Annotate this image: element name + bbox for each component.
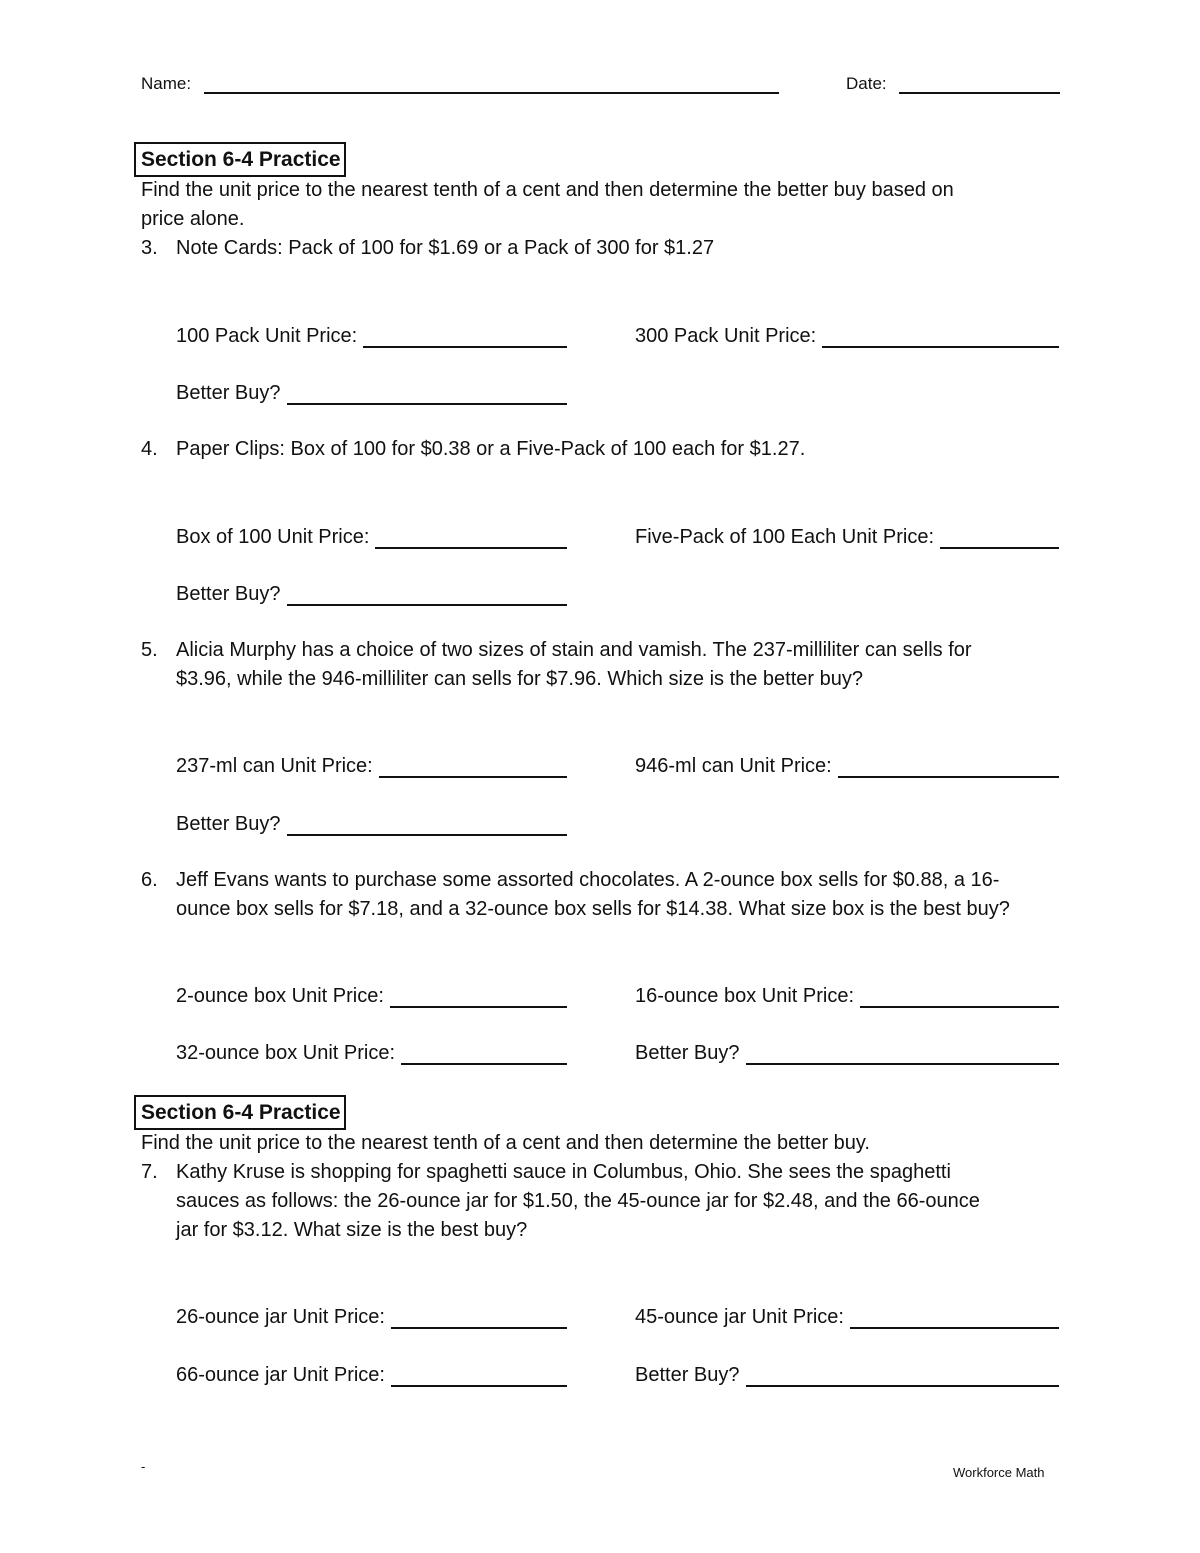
field-label: Better Buy? <box>176 583 281 605</box>
field-label: 16-ounce box Unit Price: <box>635 985 855 1007</box>
answer-line <box>838 758 1059 778</box>
answer-line <box>746 1367 1059 1387</box>
name-underline <box>204 92 779 94</box>
answer-line <box>287 816 567 836</box>
answer-line <box>379 758 567 778</box>
q3-300-pack-unit-price-field[interactable] <box>635 322 1059 348</box>
section-title: Section 6-4 Practice <box>134 142 346 177</box>
q7-66oz-unit-price-field[interactable] <box>176 1361 567 1387</box>
q3-100-pack-unit-price-field[interactable] <box>176 322 567 348</box>
answer-line <box>391 1367 567 1387</box>
answer-line <box>390 988 567 1008</box>
question-number: 6. <box>141 869 158 891</box>
question-5-line-2: $3.96, while the 946-milliliter can sells for $7.96. Which size is the better buy? <box>176 668 864 690</box>
question-5-line-1: Alicia Murphy has a choice of two sizes of stain and vamish. The 237-milliliter can sells for <box>176 639 972 661</box>
name-field[interactable] <box>141 74 779 98</box>
field-label: Box of 100 Unit Price: <box>176 526 370 548</box>
field-label: 2-ounce box Unit Price: <box>176 985 384 1007</box>
question-number: 3. <box>141 237 158 259</box>
answer-line <box>391 1309 567 1329</box>
question-7-line-2: sauces as follows: the 26-ounce jar for $1.50, the 45-ounce jar for $2.48, and the 66-ounce <box>176 1190 980 1212</box>
date-underline <box>899 92 1060 94</box>
question-7-line-3: jar for $3.12. What size is the best buy? <box>176 1219 528 1241</box>
answer-line <box>375 529 567 549</box>
answer-line <box>363 328 567 348</box>
question-4-text: Paper Clips: Box of 100 for $0.38 or a Five-Pack of 100 each for $1.27. <box>176 438 806 460</box>
answer-line <box>401 1045 567 1065</box>
q5-237ml-unit-price-field[interactable] <box>176 752 567 778</box>
date-label: Date: <box>846 74 887 93</box>
q7-better-buy-field[interactable] <box>635 1361 1059 1387</box>
answer-line <box>940 529 1059 549</box>
instructions-line: Find the unit price to the nearest tenth of a cent and then determine the better buy. <box>141 1132 870 1154</box>
field-label: 100 Pack Unit Price: <box>176 325 358 347</box>
answer-line <box>287 385 567 405</box>
q7-45oz-unit-price-field[interactable] <box>635 1303 1059 1329</box>
question-3-text: Note Cards: Pack of 100 for $1.69 or a Pack of 300 for $1.27 <box>176 237 715 259</box>
answer-line <box>860 988 1059 1008</box>
q6-32oz-unit-price-field[interactable] <box>176 1039 567 1065</box>
field-label: 946-ml can Unit Price: <box>635 755 832 777</box>
answer-line <box>822 328 1059 348</box>
q6-2oz-unit-price-field[interactable] <box>176 982 567 1008</box>
field-label: 237-ml can Unit Price: <box>176 755 373 777</box>
q4-better-buy-field[interactable] <box>176 580 567 606</box>
date-field[interactable] <box>846 74 1060 98</box>
field-label: Better Buy? <box>176 382 281 404</box>
field-label: 45-ounce jar Unit Price: <box>635 1306 844 1328</box>
q4-five-pack-unit-price-field[interactable] <box>635 523 1059 549</box>
field-label: Better Buy? <box>176 813 281 835</box>
field-label: 300 Pack Unit Price: <box>635 325 817 347</box>
field-label: 66-ounce jar Unit Price: <box>176 1364 385 1386</box>
q6-16oz-unit-price-field[interactable] <box>635 982 1059 1008</box>
field-label: Better Buy? <box>635 1042 740 1064</box>
question-number: 7. <box>141 1161 158 1183</box>
field-label: 32-ounce box Unit Price: <box>176 1042 396 1064</box>
name-label: Name: <box>141 74 192 93</box>
footer-course-name: Workforce Math <box>953 1465 1045 1480</box>
question-number: 4. <box>141 438 158 460</box>
instructions-line-2: price alone. <box>141 208 245 230</box>
question-7-line-1: Kathy Kruse is shopping for spaghetti sauce in Columbus, Ohio. She sees the spaghetti <box>176 1161 951 1183</box>
answer-line <box>746 1045 1059 1065</box>
question-6-line-1: Jeff Evans wants to purchase some assorted chocolates. A 2-ounce box sells for $0.88, a 16- <box>176 869 1000 891</box>
field-label: Five-Pack of 100 Each Unit Price: <box>635 526 935 548</box>
q6-better-buy-field[interactable] <box>635 1039 1059 1065</box>
field-label: 26-ounce jar Unit Price: <box>176 1306 385 1328</box>
q4-box-unit-price-field[interactable] <box>176 523 567 549</box>
footer-left-mark: - <box>141 1459 146 1474</box>
q5-946ml-unit-price-field[interactable] <box>635 752 1059 778</box>
answer-line <box>850 1309 1059 1329</box>
question-6-line-2: ounce box sells for $7.18, and a 32-ounce box sells for $14.38. What size box is the best buy? <box>176 898 1010 920</box>
q7-26oz-unit-price-field[interactable] <box>176 1303 567 1329</box>
q3-better-buy-field[interactable] <box>176 379 567 405</box>
q5-better-buy-field[interactable] <box>176 810 567 836</box>
field-label: Better Buy? <box>635 1364 740 1386</box>
instructions-line-1: Find the unit price to the nearest tenth of a cent and then determine the better buy based on <box>141 179 954 201</box>
question-number: 5. <box>141 639 158 661</box>
section-title: Section 6-4 Practice <box>134 1095 346 1130</box>
answer-line <box>287 586 567 606</box>
